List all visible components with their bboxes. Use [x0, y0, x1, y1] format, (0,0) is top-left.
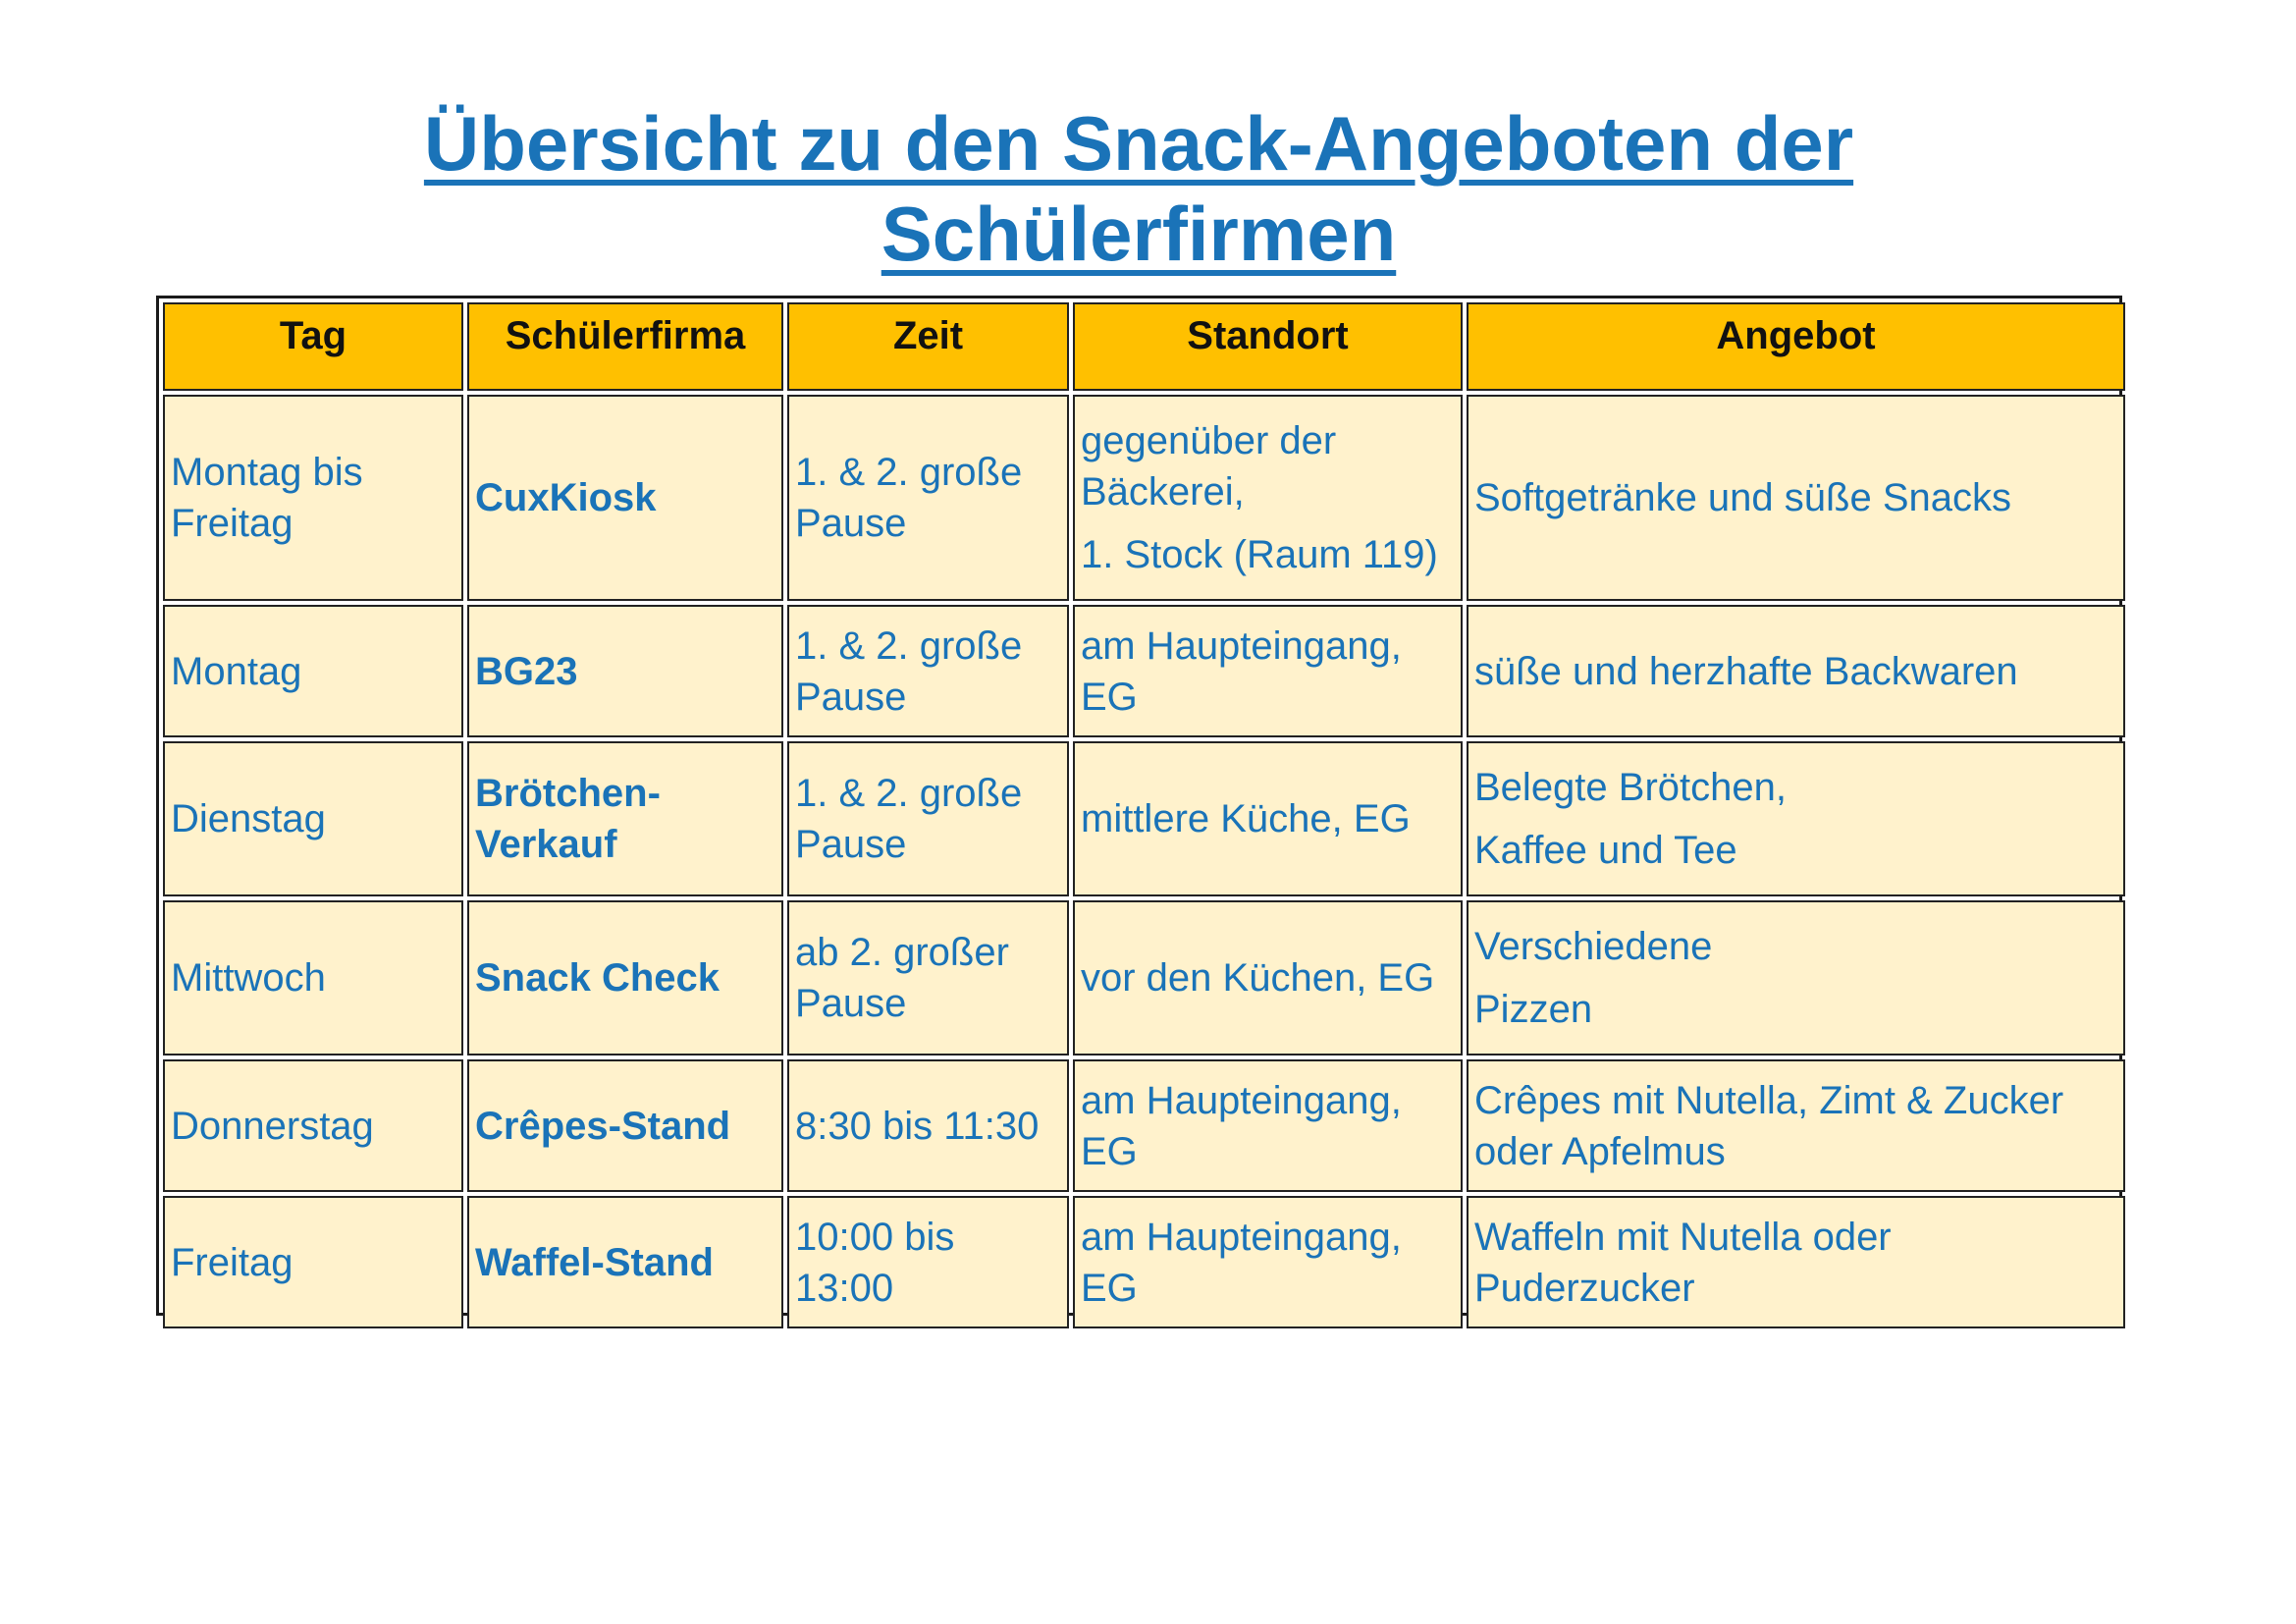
cell-zeit: 1. & 2. große Pause [787, 605, 1069, 737]
cell-tag: Donnerstag [163, 1059, 463, 1192]
cell-standort-line: gegenüber der Bäckerei, [1081, 419, 1337, 514]
cell-angebot-line: Waffeln mit Nutella oder Puderzucker [1474, 1215, 1892, 1310]
cell-standort-line: mittlere Küche, EG [1081, 797, 1411, 840]
table-row [163, 1196, 2125, 1328]
header-angebot: Angebot [1467, 302, 2125, 391]
cell-tag: Freitag [163, 1196, 463, 1328]
cell-angebot-line: Belegte Brötchen, [1474, 766, 1787, 809]
page-title-line-1: Übersicht zu den Snack-Angeboten der [423, 100, 1854, 187]
cell-zeit: 1. & 2. große Pause [787, 395, 1069, 601]
cell-standort [1073, 395, 1463, 601]
cell-standort-line: am Haupteingang, EG [1081, 1215, 1402, 1310]
table-header-row [163, 302, 2125, 391]
cell-standort [1073, 741, 1463, 896]
snack-schedule-table [156, 296, 2122, 1316]
cell-zeit: 10:00 bis 13:00 [787, 1196, 1069, 1328]
header-schuelerfirma: Schülerfirma [467, 302, 783, 391]
table-row [163, 605, 2125, 737]
cell-firma: Waffel-Stand [467, 1196, 783, 1328]
cell-angebot-line: süße und herzhafte Backwaren [1474, 649, 2018, 693]
cell-angebot [1467, 605, 2125, 737]
cell-standort-line: am Haupteingang, EG [1081, 1078, 1402, 1173]
cell-tag: Montag bis Freitag [163, 395, 463, 601]
cell-angebot-line: Verschiedene [1474, 925, 1713, 968]
page-title [157, 98, 2120, 279]
cell-angebot-line: Pizzen [1474, 988, 1593, 1031]
cell-standort [1073, 1059, 1463, 1192]
table-row [163, 900, 2125, 1056]
cell-zeit: 1. & 2. große Pause [787, 741, 1069, 896]
cell-angebot [1467, 395, 2125, 601]
table-row [163, 741, 2125, 896]
cell-firma: Brötchen-Verkauf [467, 741, 783, 896]
cell-standort [1073, 605, 1463, 737]
cell-angebot [1467, 1196, 2125, 1328]
header-zeit: Zeit [787, 302, 1069, 391]
cell-firma: Snack Check [467, 900, 783, 1056]
cell-zeit: ab 2. großer Pause [787, 900, 1069, 1056]
cell-angebot [1467, 1059, 2125, 1192]
header-standort: Standort [1073, 302, 1463, 391]
cell-angebot [1467, 900, 2125, 1056]
table-row [163, 1059, 2125, 1192]
cell-angebot-line: Softgetränke und süße Snacks [1474, 476, 2011, 519]
cell-standort-line: 1. Stock (Raum 119) [1081, 533, 1438, 576]
cell-standort-line: am Haupteingang, EG [1081, 623, 1402, 719]
cell-standort [1073, 1196, 1463, 1328]
cell-standort-line: vor den Küchen, EG [1081, 956, 1435, 1000]
cell-zeit: 8:30 bis 11:30 [787, 1059, 1069, 1192]
header-tag: Tag [163, 302, 463, 391]
cell-firma: Crêpes-Stand [467, 1059, 783, 1192]
cell-angebot-line: Crêpes mit Nutella, Zimt & Zucker oder Apfelmus [1474, 1078, 2064, 1173]
cell-tag: Montag [163, 605, 463, 737]
page-title-line-2: Schülerfirmen [881, 190, 1397, 277]
cell-tag: Dienstag [163, 741, 463, 896]
cell-angebot [1467, 741, 2125, 896]
cell-tag: Mittwoch [163, 900, 463, 1056]
cell-firma: CuxKiosk [467, 395, 783, 601]
table-row [163, 395, 2125, 601]
cell-standort [1073, 900, 1463, 1056]
cell-angebot-line: Kaffee und Tee [1474, 829, 1737, 872]
cell-firma: BG23 [467, 605, 783, 737]
